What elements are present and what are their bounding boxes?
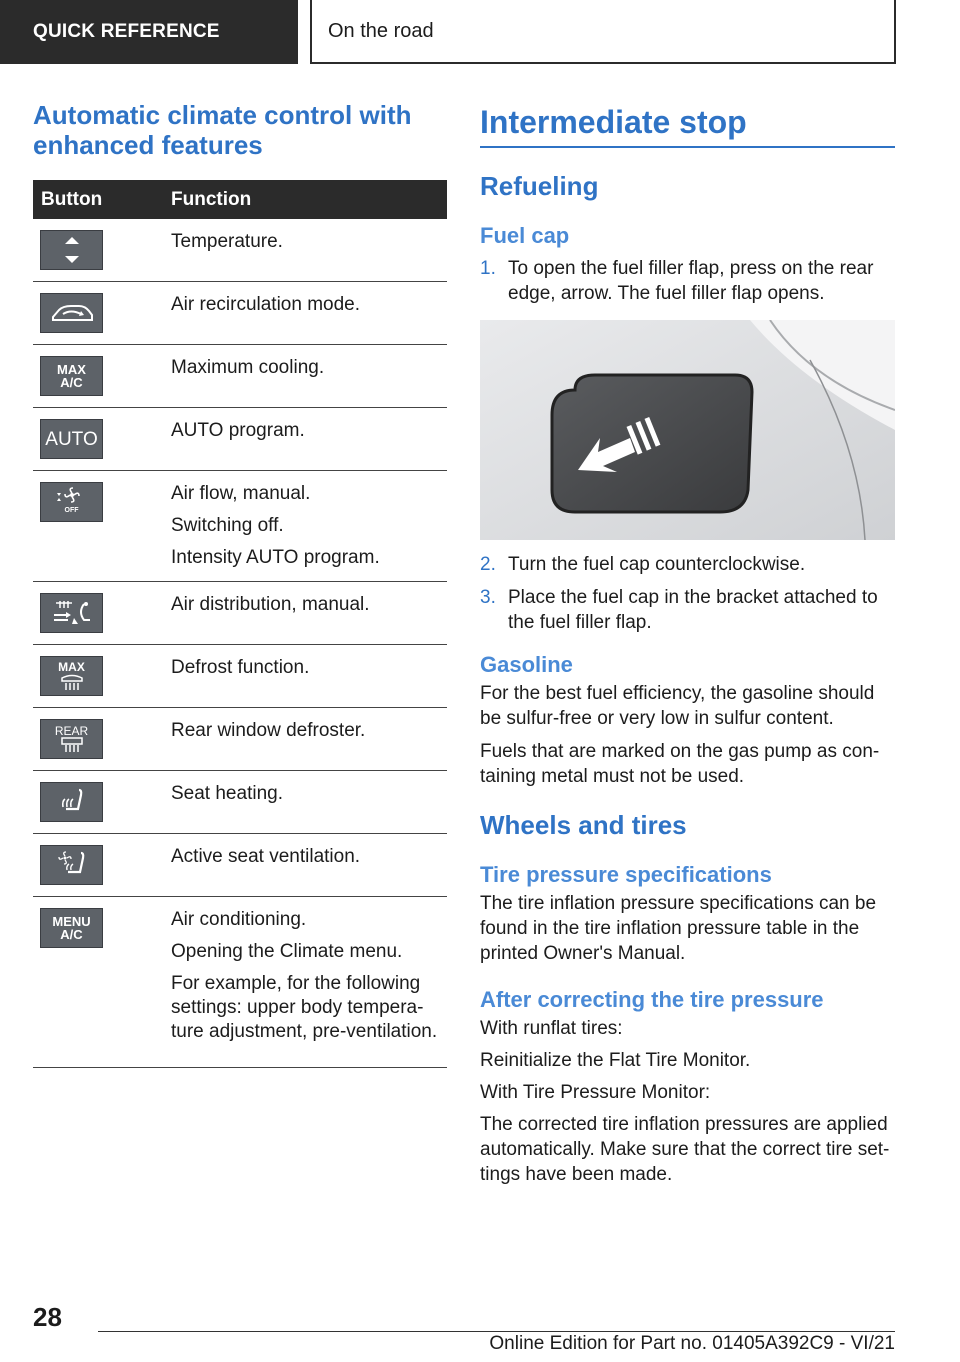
col-function-header: Function [171,180,447,219]
chapter-label: On the road [328,19,434,42]
icon-label: MAX [58,660,85,674]
table-row [33,282,447,345]
after-text-2: Reinitialize the Flat Tire Monitor. [480,1050,751,1071]
function-text: Rear window defroster. [171,720,366,741]
fan-off-icon [40,482,103,522]
table-row [33,771,447,834]
table-row [33,708,447,771]
function-text: Maximum cooling. [171,357,325,378]
table-row [33,582,447,645]
step-text: To open the fuel filler flap, press on the rear edge, arrow. The fuel filler flap opens. [508,258,874,304]
after-text-4: The corrected tire inflation pressures are applied automatically. Make sure that the correct tire set‐ tings have been made. [480,1114,890,1185]
after-text-3: With Tire Pressure Monitor: [480,1082,711,1103]
intermediate-stop-section [480,100,895,1187]
gasoline-text-1: For the best fuel efficiency, the gasoline should be sulfur-free or very low in sulfur content. [480,683,875,729]
function-text: Air recirculation mode. [171,294,361,315]
air-recirculation-icon [40,293,103,333]
function-text: Intensity AUTO program. [171,547,380,568]
step-number: 1. [480,258,496,279]
function-text: Opening the Climate menu. [171,941,403,962]
icon-label: OFF [64,507,79,514]
temperature-up-down-icon [40,230,103,270]
list-item [480,585,895,635]
function-text: Switching off. [171,515,284,536]
icon-label: MAX [57,362,86,377]
col-button-header: Button [33,180,171,219]
step-text: Turn the fuel cap counterclockwise. [508,554,806,575]
function-text: Air conditioning. [171,909,307,930]
section-label: QUICK REFERENCE [33,21,220,42]
intermediate-stop-title: Intermediate stop [480,104,747,140]
table-row [33,897,447,1068]
fuel-cap-heading: Fuel cap [480,223,570,248]
icon-label: A/C [60,375,83,390]
refueling-heading: Refueling [480,171,599,201]
after-correcting-heading: After correcting the tire pressure [480,987,824,1012]
table-row [33,219,447,282]
auto-icon [40,419,103,459]
gasoline-text-2: Fuels that are marked on the gas pump as con‐ taining metal must not be used. [480,741,880,787]
table-row [33,408,447,471]
max-defrost-icon [40,656,103,696]
table-row [33,645,447,708]
step-number: 2. [480,554,496,575]
tire-spec-heading: Tire pressure specifications [480,862,772,887]
after-text-1: With runflat tires: [480,1018,623,1039]
chapter-tab [310,0,896,64]
fuel-cap-photo [480,320,895,540]
function-text: Active seat ventilation. [171,846,361,867]
seat-ventilation-icon [40,845,103,885]
table-row [33,345,447,408]
menu-ac-icon [40,908,103,948]
tire-spec-text: The tire inflation pressure specifications can be found in the tire inflation pressure table in the printed Owner's Manual. [480,893,877,964]
list-item [480,256,895,306]
wheels-heading: Wheels and tires [480,810,687,840]
air-distribution-icon [40,593,103,633]
list-item [480,552,895,577]
fuel-steps-1 [480,256,895,306]
table-header-row [33,180,447,219]
step-number: 3. [480,587,496,608]
climate-section [33,100,447,1068]
gasoline-heading: Gasoline [480,652,573,677]
icon-label: A/C [60,927,83,942]
function-text: Air flow, manual. [171,483,311,504]
page-number: 28 [33,1302,62,1332]
footer-rule [98,1331,895,1332]
function-text: Defrost function. [171,657,310,678]
table-row [33,834,447,897]
function-text: Temperature. [171,231,283,252]
step-text: Place the fuel cap in the bracket attached to the fuel filler flap. [508,587,878,633]
seat-heating-icon [40,782,103,822]
icon-label: AUTO [45,428,98,450]
climate-title: Automatic climate control with enhanced features [33,100,412,160]
function-text: For example, for the following settings: upper body tempera‐ ture adjustment, pre-ventilation. [171,973,438,1042]
climate-table [33,180,447,1068]
table-row [33,471,447,582]
section-tab [0,0,298,64]
rear-defrost-icon [40,719,103,759]
function-text: AUTO program. [171,420,305,441]
icon-label: MENU [52,914,91,929]
function-text: Seat heating. [171,783,283,804]
fuel-steps-2 [480,552,895,635]
icon-label: REAR [54,724,89,738]
function-text: Air distribution, manual. [171,594,370,615]
max-ac-icon [40,356,103,396]
edition-text: Online Edition for Part no. 01405A392C9 - VI/21 [489,1333,895,1354]
